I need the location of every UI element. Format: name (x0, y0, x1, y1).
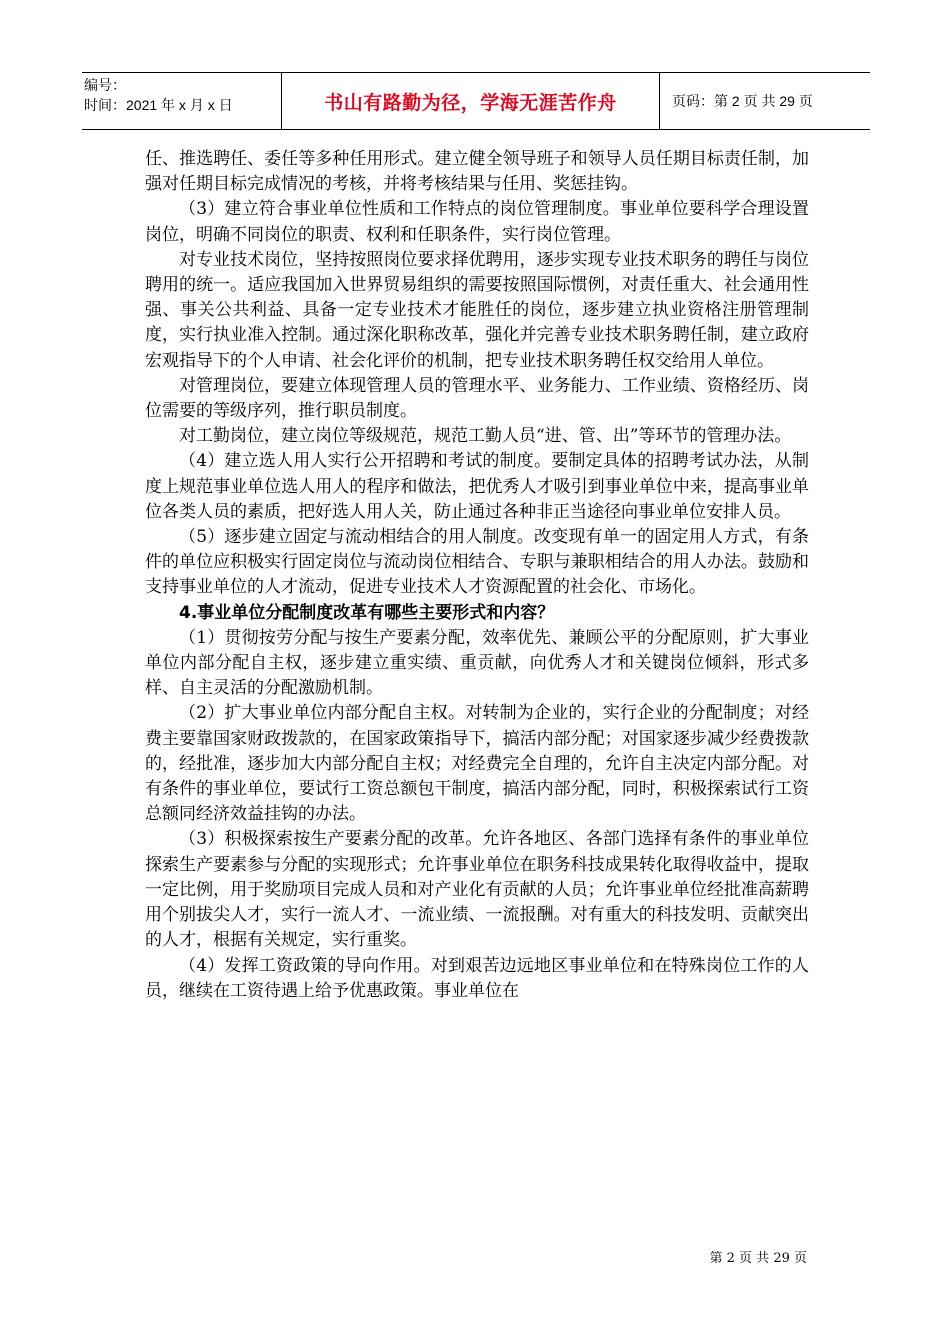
paragraph: （4）发挥工资政策的导向作用。对到艰苦边远地区事业单位和在特殊岗位工作的人员，继续在工资待遇上给予优惠政策。事业单位在 (145, 955, 809, 1001)
document-number-label: 编号： (84, 77, 126, 93)
header-meta (82, 73, 282, 129)
paragraph: 对专业技术岗位，坚持按照岗位要求择优聘用，逐步实现专业技术职务的聘任与岗位聘用的统一。适应我国加入世界贸易组织的需要按照国际惯例，对责任重大、社会通用性强、事关公共利益、具备一定专业技术才能胜任的岗位，逐步建立执业资格注册管理制度，实行执业准入控制。通过深化职称改革，强化并完善专业技术职务聘任制，建立政府宏观指导下的个人申请、社会化评价的机制，把专业技术职务聘任权交给用人单位。 (145, 249, 809, 371)
document-body (145, 147, 809, 1004)
section-heading: 4.事业单位分配制度改革有哪些主要形式和内容？ (179, 602, 555, 623)
header-motto: 书山有路勤为径，学海无涯苦作舟 (282, 73, 660, 129)
paragraph: （3）建立符合事业单位性质和工作特点的岗位管理制度。事业单位要科学合理设置岗位，明确不同岗位的职责、权利和任职条件，实行岗位管理。 (145, 199, 809, 245)
paragraph: （3）积极探索按生产要素分配的改革。允许各地区、各部门选择有条件的事业单位探索生产要素参与分配的实现形式；允许事业单位在职务科技成果转化取得收益中，提取一定比例，用于奖励项目完成人员和对产业化有贡献的人员；允许事业单位经批准高薪聘用个别拔尖人才，实行一流人才、一流业绩、一流报酬。对有重大的科技发明、贡献突出的人才，根据有关规定，实行重奖。 (145, 829, 809, 951)
header-page-code: 页码：第 2 页 共 29 页 (672, 93, 813, 109)
paragraph: （5）逐步建立固定与流动相结合的用人制度。改变现有单一的固定用人方式，有条件的单位应积极实行固定岗位与流动岗位相结合、专职与兼职相结合的用人办法。鼓励和支持事业单位的人才流动，促进专业技术人才资源配置的社会化、市场化。 (145, 527, 809, 598)
page-header (82, 72, 870, 130)
document-time-label: 时间：2021 年 x 月 x 日 (84, 97, 233, 113)
paragraph: 对管理岗位，要建立体现管理人员的管理水平、业务能力、工作业绩、资格经历、岗位需要的等级序列，推行职员制度。 (145, 375, 809, 422)
paragraph: 对工勤岗位，建立岗位等级规范，规范工勤人员“进、管、出”等环节的管理办法。 (179, 426, 792, 447)
paragraph: （2）扩大事业单位内部分配自主权。对转制为企业的，实行企业的分配制度；对经费主要靠国家财政拨款的，在国家政策指导下，搞活内部分配；对国家逐步减少经费拨款的，经批准，逐步加大内部分配自主权；对经费完全自理的，允许自主决定内部分配。对有条件的事业单位，要试行工资总额包干制度，搞活内部分配，同时，积极探索试行工资总额同经济效益挂钩的办法。 (145, 703, 809, 825)
paragraph: （1）贯彻按劳分配与按生产要素分配，效率优先、兼顾公平的分配原则，扩大事业单位内部分配自主权，逐步建立重实绩、重贡献，向优秀人才和关键岗位倾斜，形式多样、自主灵活的分配激励机制。 (145, 627, 809, 699)
paragraph: （4）建立选人用人实行公开招聘和考试的制度。要制定具体的招聘考试办法，从制度上规范事业单位选人用人的程序和做法，把优秀人才吸引到事业单位中来，提高事业单位各类人员的素质，把好选人用人关，防止通过各种非正当途径向事业单位安排人员。 (145, 451, 809, 522)
page-footer: 第 2 页 共 29 页 (709, 1251, 807, 1266)
paragraph: 任、推选聘任、委任等多种任用形式。建立健全领导班子和领导人员任期目标责任制，加强对任期目标完成情况的考核，并将考核结果与任用、奖惩挂钩。 (145, 149, 809, 195)
